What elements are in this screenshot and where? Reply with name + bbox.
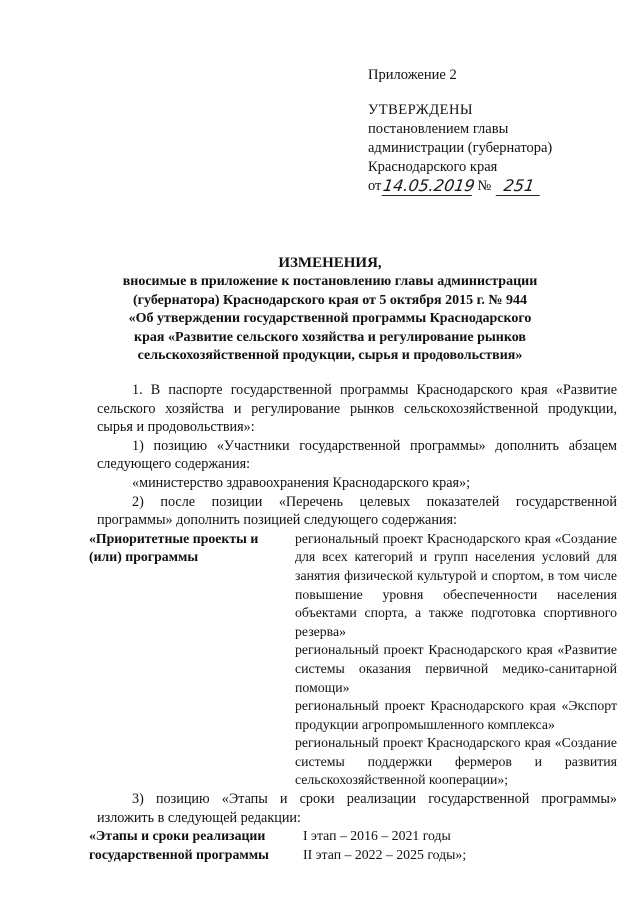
- document-heading: [120, 254, 540, 365]
- annex-label: Приложение 2: [368, 67, 457, 83]
- priority-projects-list: [295, 530, 617, 790]
- approval-line: постановлением главы: [368, 121, 509, 137]
- paragraph-3: «министерство здравоохранения Краснодарского края»;: [132, 474, 471, 491]
- approval-line: администрации (губернатора): [368, 140, 553, 156]
- heading-line: сельскохозяйственной продукции, сырья и продовольствия»: [137, 348, 523, 364]
- stages-table: [89, 827, 634, 864]
- stage-item: I этап – 2016 – 2021 годы: [303, 828, 451, 844]
- from-label: от: [368, 178, 382, 194]
- priority-projects-label: «Приоритетные проекты и (или) программы: [89, 530, 259, 565]
- project-item: региональный проект Краснодарского края «Создание системы поддержки фермеров и развития сельскохозяйственной кооперации»;: [295, 735, 617, 788]
- stages-label: «Этапы и сроки реализации государственной программы: [89, 828, 269, 862]
- approval-block: [368, 66, 618, 196]
- paragraph-2: 1) позицию «Участники государственной программы» дополнить абзацем следующего содержания:: [97, 437, 617, 473]
- date-number-line: [368, 177, 618, 196]
- stage-item: II этап – 2022 – 2025 годы»;: [303, 846, 467, 862]
- heading-title: ИЗМЕНЕНИЯ,: [278, 255, 382, 271]
- approved-label: УТВЕРЖДЕНЫ: [368, 102, 474, 118]
- priority-projects-table: [89, 530, 634, 790]
- paragraph-5: 3) позицию «Этапы и сроки реализации государственной программы» изложить в следующей редакции:: [97, 791, 617, 826]
- paragraph-1: 1. В паспорте государственной программы Краснодарского края «Развитие сельского хозяйства и регулирование рынков сельскохозяйственной продукции, сырья и продовольствия»:: [97, 382, 617, 436]
- project-item: региональный проект Краснодарского края «Развитие системы оказания первичной медико-санитарной помощи»: [295, 642, 617, 695]
- heading-line: (губернатора) Краснодарского края от 5 октября 2015 г. № 944: [133, 292, 527, 308]
- document-body: [89, 381, 617, 864]
- number-label: №: [477, 178, 492, 194]
- heading-line: «Об утверждении государственной программы Краснодарского: [128, 311, 532, 327]
- approval-line: Краснодарского края: [368, 159, 498, 175]
- heading-line: вносимые в приложение к постановлению главы администрации: [122, 274, 538, 290]
- handwritten-date: 14.05.2019: [382, 176, 477, 195]
- stages-list: [303, 827, 603, 864]
- paragraph-4: 2) после позиции «Перечень целевых показателей государственной программы» дополнить позицией следующего содержания:: [97, 493, 617, 529]
- handwritten-number: 251: [496, 177, 543, 196]
- project-item: региональный проект Краснодарского края «Создание для всех категорий и групп населения условий для занятия физической культурой и спортом, в том числе повышение уровня обеспеченности населения объектами спорта, а также подготовка спортивного резерва»: [295, 530, 617, 639]
- project-item: региональный проект Краснодарского края «Экспорт продукции агропромышленного комплекса»: [295, 698, 617, 732]
- heading-line: края «Развитие сельского хозяйства и регулирование рынков: [134, 329, 526, 345]
